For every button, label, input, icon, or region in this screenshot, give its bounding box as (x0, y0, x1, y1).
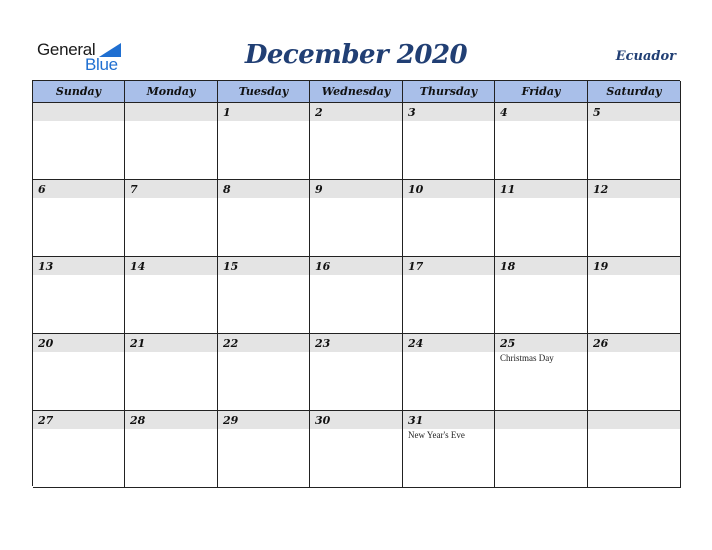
day-cell (495, 411, 588, 488)
day-cell (495, 180, 588, 257)
holiday-label (588, 198, 680, 199)
day-number: 12 (588, 180, 680, 198)
day-number (125, 103, 217, 121)
day-number: 27 (33, 411, 124, 429)
day-cell (403, 180, 495, 257)
day-cell (495, 334, 588, 411)
holiday-label (33, 198, 124, 199)
day-number: 1 (218, 103, 309, 121)
day-number: 14 (125, 257, 217, 275)
day-cell (218, 257, 310, 334)
holiday-label: New Year's Eve (408, 430, 465, 440)
holiday-label (495, 121, 587, 122)
day-number: 8 (218, 180, 309, 198)
day-cell (588, 334, 681, 411)
day-cell (310, 411, 403, 488)
day-cell (495, 103, 588, 180)
day-cell (125, 103, 218, 180)
holiday-label (495, 198, 587, 199)
day-number: 26 (588, 334, 680, 352)
country-label: Ecuador (615, 49, 676, 64)
day-number: 19 (588, 257, 680, 275)
logo-word-blue: Blue (85, 55, 118, 74)
holiday-label (125, 275, 217, 276)
day-number: 24 (403, 334, 494, 352)
day-number: 9 (310, 180, 402, 198)
day-number: 13 (33, 257, 124, 275)
day-cell (33, 334, 125, 411)
holiday-label (125, 198, 217, 199)
holiday-label (588, 275, 680, 276)
holiday-label (33, 275, 124, 276)
day-cell (125, 180, 218, 257)
day-cell (588, 411, 681, 488)
weekday-header-monday: Monday (125, 81, 218, 103)
calendar-title: December 2020 (244, 40, 468, 70)
holiday-label (495, 429, 587, 430)
day-number: 22 (218, 334, 309, 352)
day-cell (588, 180, 681, 257)
holiday-label (125, 429, 217, 430)
day-cell (33, 411, 125, 488)
day-number: 23 (310, 334, 402, 352)
holiday-label (403, 121, 494, 122)
day-number: 18 (495, 257, 587, 275)
day-number: 2 (310, 103, 402, 121)
holiday-label (218, 121, 309, 122)
day-cell (218, 334, 310, 411)
day-cell (403, 103, 495, 180)
day-number: 6 (33, 180, 124, 198)
day-cell (495, 257, 588, 334)
holiday-label (403, 352, 494, 353)
holiday-label (218, 275, 309, 276)
holiday-label (310, 198, 402, 199)
holiday-label (125, 121, 217, 122)
day-cell (125, 411, 218, 488)
day-number: 11 (495, 180, 587, 198)
day-cell (588, 257, 681, 334)
holiday-label (403, 198, 494, 199)
day-number: 16 (310, 257, 402, 275)
holiday-label (310, 275, 402, 276)
day-cell (33, 103, 125, 180)
weekday-header-sunday: Sunday (33, 81, 125, 103)
day-number: 3 (403, 103, 494, 121)
day-number: 31 (403, 411, 494, 429)
holiday-label (588, 121, 680, 122)
weekday-header-thursday: Thursday (403, 81, 495, 103)
holiday-label (310, 121, 402, 122)
day-cell (125, 257, 218, 334)
day-number: 17 (403, 257, 494, 275)
day-number: 28 (125, 411, 217, 429)
day-number: 15 (218, 257, 309, 275)
holiday-label (33, 429, 124, 430)
holiday-label (310, 352, 402, 353)
holiday-label (588, 352, 680, 353)
day-cell (310, 180, 403, 257)
day-number (495, 411, 587, 429)
weekday-header-saturday: Saturday (588, 81, 681, 103)
logo-word-general: General (37, 40, 96, 59)
holiday-label (33, 352, 124, 353)
holiday-label: Christmas Day (500, 353, 554, 363)
holiday-label (218, 352, 309, 353)
day-number (33, 103, 124, 121)
day-cell (33, 257, 125, 334)
day-number: 29 (218, 411, 309, 429)
day-number: 21 (125, 334, 217, 352)
day-cell (310, 257, 403, 334)
holiday-label (33, 121, 124, 122)
holiday-label (588, 429, 680, 430)
day-cell (403, 411, 495, 488)
day-number: 4 (495, 103, 587, 121)
holiday-label (125, 352, 217, 353)
day-number: 25 (495, 334, 587, 352)
day-number: 7 (125, 180, 217, 198)
day-cell (125, 334, 218, 411)
day-cell (403, 334, 495, 411)
holiday-label (403, 275, 494, 276)
day-number: 5 (588, 103, 680, 121)
day-number: 30 (310, 411, 402, 429)
holiday-label (495, 275, 587, 276)
holiday-label (310, 429, 402, 430)
holiday-label (218, 198, 309, 199)
day-cell (218, 180, 310, 257)
day-cell (33, 180, 125, 257)
day-number (588, 411, 680, 429)
day-cell (403, 257, 495, 334)
day-cell (218, 103, 310, 180)
day-number: 10 (403, 180, 494, 198)
day-cell (310, 334, 403, 411)
holiday-label (218, 429, 309, 430)
weekday-header-tuesday: Tuesday (218, 81, 310, 103)
day-cell (310, 103, 403, 180)
day-number: 20 (33, 334, 124, 352)
weekday-header-friday: Friday (495, 81, 588, 103)
weekday-header-wednesday: Wednesday (310, 81, 403, 103)
day-cell (588, 103, 681, 180)
calendar-grid (32, 80, 680, 486)
day-cell (218, 411, 310, 488)
